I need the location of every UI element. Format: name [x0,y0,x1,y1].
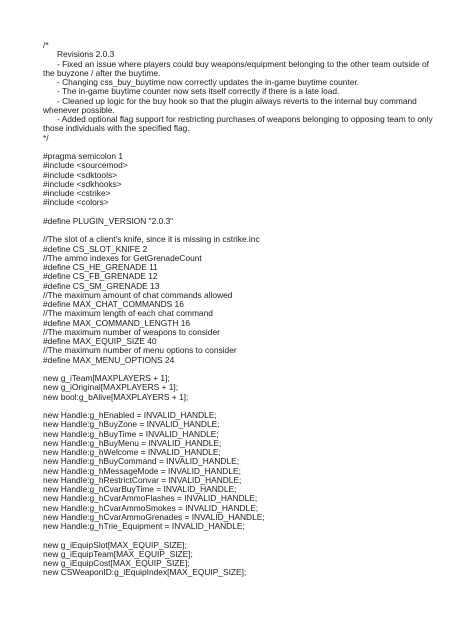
code-line: new Handle:g_hBuyTime = INVALID_HANDLE; [43,428,219,439]
code-line: //The maximum number of weapons to consider [43,326,220,337]
code-line: - Cleaned up logic for the buy hook so that the plugin always reverts to the internal buy command whenever possible. [43,95,420,115]
code-line: #include <cstrike> [43,188,111,198]
code-line: new Handle:g_hMessageMode = INVALID_HANDLE; [43,465,241,476]
code-line: new Handle:g_hCvarAmmoFlashes = INVALID_HANDLE; [43,493,258,504]
code-line: new Handle:g_hCvarAmmoSmokes = INVALID_HANDLE; [43,502,259,513]
code-line: #define MAX_CHAT_COMMANDS 16 [43,299,184,309]
code-line: new Handle:g_hBuyZone = INVALID_HANDLE; [43,419,220,430]
code-line: //The slot of a client's knife, since it is missing in cstrike.inc [43,234,260,245]
code-line: #define CS_FB_GRENADE 12 [43,271,158,282]
code-line: new Handle:g_hCvarAmmoGrenades = INVALID_HANDLE; [43,511,265,522]
code-line: #include <sourcemod> [43,160,128,171]
code-line: new Handle:g_hCvarBuyTime = INVALID_HANDLE; [43,484,237,494]
code-line: //The maximum length of each chat command [43,308,213,319]
code-line: new g_iEquipCost[MAX_EQUIP_SIZE]; [43,558,190,568]
code-line: new Handle:g_hRestrictConvar = INVALID_HANDLE; [43,474,242,485]
code-line: #pragma semicolon 1 [43,151,124,161]
code-line: - Fixed an issue where players could buy weapons/equipment belonging to the other team outside of the buyzone / after the buytime. [43,58,432,78]
code-line: #include <colors> [43,197,109,208]
code-line: - Changing css_buy_buytime now correctly updates the in-game buytime counter. [43,77,360,87]
code-line: new Handle:g_hBuyMenu = INVALID_HANDLE; [43,437,222,448]
code-line: new g_iTeam[MAXPLAYERS + 1]; [43,373,170,383]
code-line: #include <sdkhooks> [43,178,122,189]
code-line: new Handle:g_hBuyCommand = INVALID_HANDLE; [43,456,240,467]
code-line: new g_iEquipSlot[MAX_EQUIP_SIZE]; [43,539,187,550]
code-line: new Handle:g_hTrie_Equipment = INVALID_HANDLE; [43,521,245,531]
code-line: new bool:g_bAlive[MAXPLAYERS + 1]; [43,391,189,402]
code-line: #define PLUGIN_VERSION "2.0.3" [43,215,174,226]
code-line: #define CS_SM_GRENADE 13 [43,280,160,291]
code-line: - The in-game buytime counter now sets itself correctly if there is a late load. [43,86,340,97]
code-line: new g_iEquipTeam[MAX_EQUIP_SIZE]; [43,548,193,559]
code-line: - Added optional flag support for restricting purchases of weapons belonging to opposing team to only those individuals with the specified flag. [43,114,436,134]
code-line: #define MAX_MENU_OPTIONS 24 [43,354,175,365]
code-line: Revisions 2.0.3 [43,49,115,60]
code-line: /* [43,40,49,50]
code-line: #define MAX_EQUIP_SIZE 40 [43,336,157,346]
code-line: #include <sdktools> [43,169,118,180]
code-line: new g_iOriginal[MAXPLAYERS + 1]; [43,382,179,393]
code-line: new Handle:g_hEnabled = INVALID_HANDLE; [43,410,217,420]
code-line: //The maximum number of menu options to consider [43,345,237,356]
code-line: #define CS_HE_GRENADE 11 [43,262,158,272]
source-code-block [43,40,436,578]
code-line: */ [43,132,49,143]
code-line: //The maximum amount of chat commands allowed [43,289,233,300]
code-line: #define CS_SLOT_KNIFE 2 [43,243,148,254]
code-line: //The ammo indexes for GetGrenadeCount [43,252,202,263]
code-line: #define MAX_COMMAND_LENGTH 16 [43,317,191,328]
code-line: new CSWeaponID:g_iEquipIndex[MAX_EQUIP_SIZE]; [43,567,247,578]
code-line: new Handle:g_hWelcome = INVALID_HANDLE; [43,447,221,457]
